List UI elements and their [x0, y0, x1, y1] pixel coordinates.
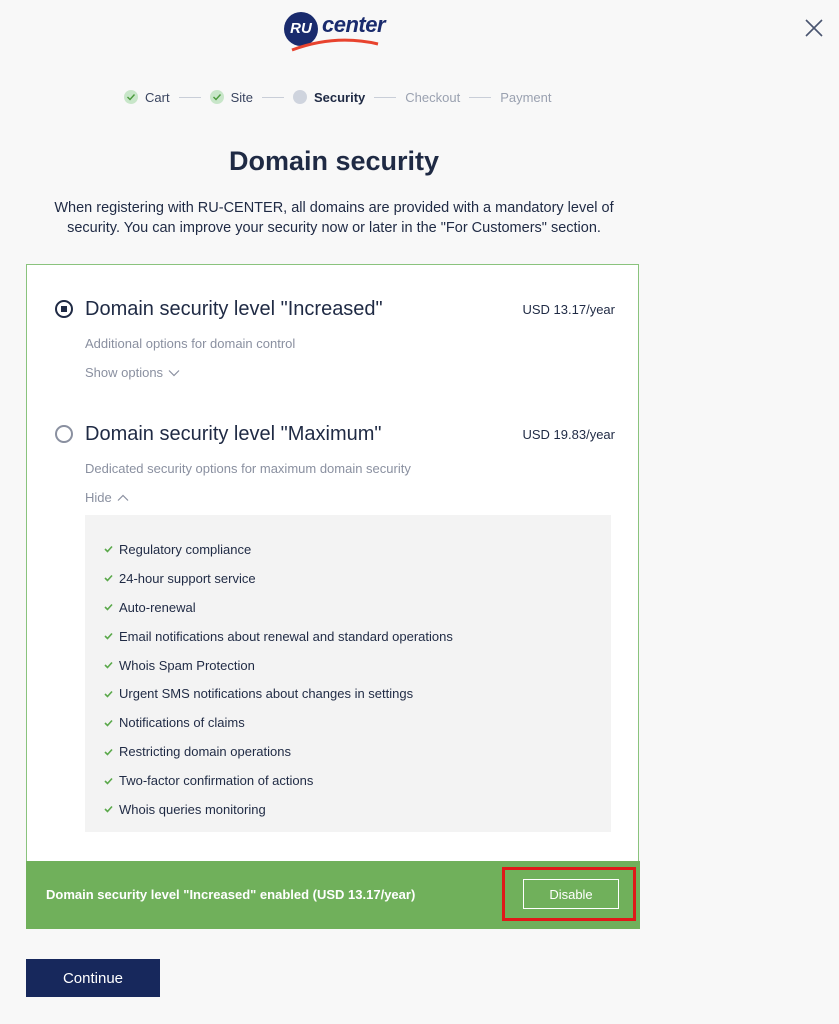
feature-label: Restricting domain operations: [119, 744, 291, 760]
option-price: USD 19.83/year: [522, 427, 615, 442]
feature-item: [104, 708, 611, 737]
feature-item: [104, 737, 611, 766]
step-current-icon: [293, 90, 307, 104]
disable-button[interactable]: Disable: [523, 879, 619, 909]
hide-options-toggle[interactable]: [85, 490, 129, 505]
feature-label: Whois queries monitoring: [119, 801, 266, 817]
check-icon: [104, 748, 113, 756]
logo-swoosh-icon: [290, 36, 380, 52]
check-icon: [104, 805, 113, 813]
option-price: USD 13.17/year: [522, 302, 615, 317]
check-icon: [104, 632, 113, 640]
page-subtitle: When registering with RU-CENTER, all domains are provided with a mandatory level of security. You can improve your security now or later in the "For Customers" section.: [54, 200, 614, 236]
step-label: Site: [230, 89, 253, 105]
feature-label: 24-hour support service: [119, 570, 256, 586]
feature-item: [104, 651, 611, 680]
selection-status-bar: [26, 861, 640, 929]
feature-label: Two-factor confirmation of actions: [119, 773, 314, 789]
logo-wordmark: center: [322, 12, 386, 37]
check-icon: [104, 719, 113, 727]
security-options-card: [26, 264, 639, 929]
show-options-toggle[interactable]: [85, 365, 180, 380]
continue-button[interactable]: Continue: [26, 959, 160, 997]
close-button[interactable]: [803, 17, 825, 39]
step-done-icon: [124, 90, 138, 104]
step-done-icon: [210, 90, 224, 104]
step-cart[interactable]: [124, 90, 170, 105]
radio-maximum[interactable]: [55, 425, 73, 443]
step-divider: [262, 97, 284, 98]
checkout-steps: [124, 88, 552, 106]
step-site[interactable]: [210, 90, 253, 105]
step-security: [293, 90, 365, 105]
feature-item: [104, 593, 611, 622]
page-title: Domain security: [228, 146, 440, 176]
step-divider: [469, 97, 491, 98]
step-divider: [179, 97, 201, 98]
feature-item: [104, 564, 611, 593]
chevron-up-icon: [117, 494, 129, 502]
features-list: [85, 515, 611, 824]
close-icon: [803, 17, 825, 39]
option-description: Additional options for domain control: [85, 336, 296, 351]
feature-label: Notifications of claims: [119, 715, 245, 731]
maximum-features-panel: [85, 515, 611, 832]
feature-item: [104, 622, 611, 651]
feature-item: [104, 766, 611, 795]
check-icon: [104, 777, 113, 785]
step-label: Payment: [500, 89, 552, 105]
check-icon: [104, 661, 113, 669]
step-checkout: [405, 90, 460, 105]
check-icon: [104, 574, 113, 582]
check-icon: [104, 690, 113, 698]
feature-label: Whois Spam Protection: [119, 657, 255, 673]
step-divider: [374, 97, 396, 98]
step-payment: [500, 90, 551, 105]
chevron-down-icon: [168, 369, 180, 377]
check-icon: [104, 545, 113, 553]
status-text: Domain security level "Increased" enabled (USD 13.17/year): [46, 887, 416, 902]
feature-label: Email notifications about renewal and standard operations: [119, 628, 453, 644]
feature-label: Regulatory compliance: [119, 541, 252, 557]
option-maximum[interactable]: [55, 423, 615, 513]
step-label: Cart: [145, 89, 170, 105]
feature-item: [104, 535, 611, 564]
step-label: Checkout: [405, 89, 461, 105]
option-description: Dedicated security options for maximum domain security: [85, 461, 411, 476]
check-icon: [104, 603, 113, 611]
option-title: Domain security level "Increased": [85, 298, 383, 320]
step-label: Security: [313, 89, 366, 105]
feature-label: Auto-renewal: [119, 599, 196, 615]
feature-label: Urgent SMS notifications about changes in settings: [119, 686, 414, 702]
toggle-label: Show options: [85, 365, 164, 380]
feature-item: [104, 795, 611, 824]
feature-item: [104, 679, 611, 708]
logo-badge: RU: [284, 12, 318, 46]
toggle-label: Hide: [85, 490, 112, 505]
option-increased[interactable]: [55, 298, 615, 388]
ru-center-logo[interactable]: [284, 10, 384, 54]
radio-increased[interactable]: [55, 300, 73, 318]
option-title: Domain security level "Maximum": [85, 423, 382, 445]
